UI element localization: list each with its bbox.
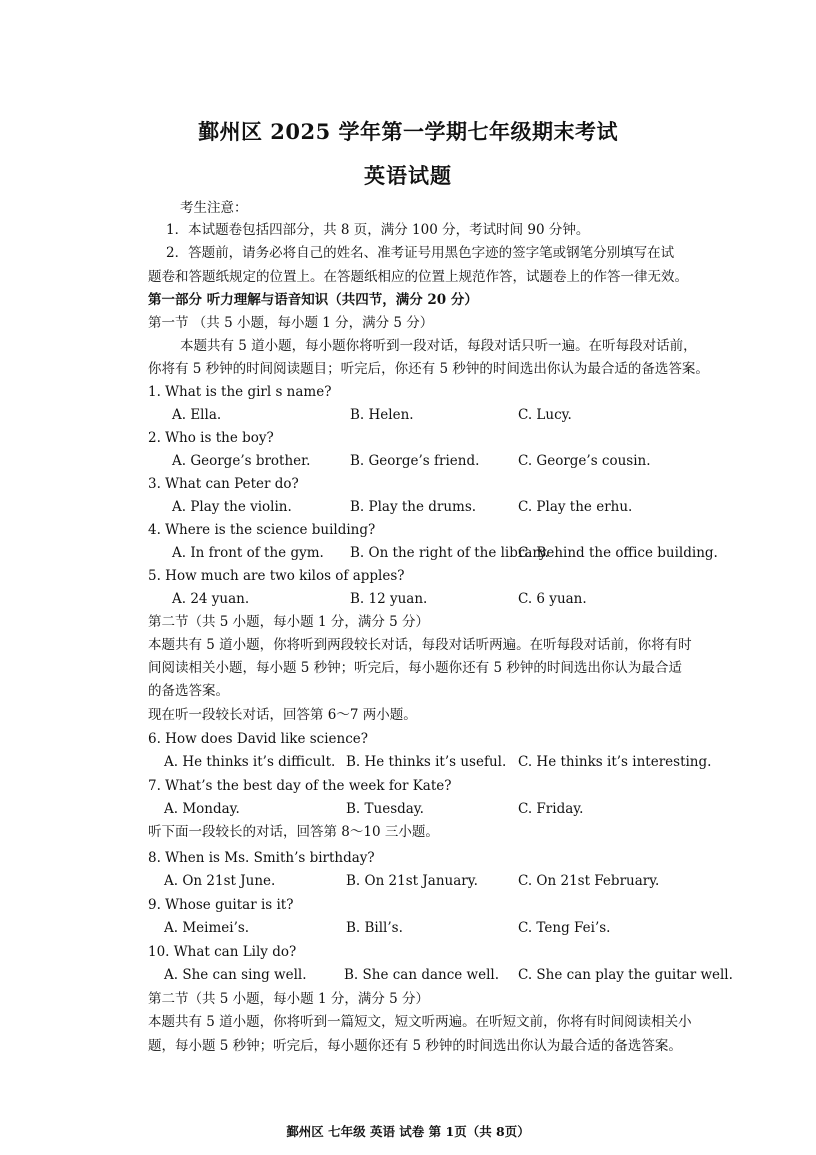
q6-option-c: C. He thinks it’s interesting. <box>518 754 712 770</box>
q8-option-c: C. On 21st February. <box>518 873 660 889</box>
section1-heading: 第一节 （共 5 小题，每小题 1 分，满分 5 分） <box>148 315 434 331</box>
question-8: 8. When is Ms. Smith’s birthday? <box>148 850 375 866</box>
section3-instr-1: 本题共有 5 道小题，你将听到一篇短文，短文听两遍。在听短文前，你将有时间阅读相关小 <box>148 1014 692 1030</box>
q8-option-a: A. On 21st June. <box>164 873 276 889</box>
question-1: 1. What is the girl s name? <box>148 384 332 400</box>
q10-option-b: B. She can dance well. <box>344 967 500 983</box>
q5-option-a: A. 24 yuan. <box>172 591 250 607</box>
section2-lead-1: 现在听一段较长对话，回答第 6～7 两小题。 <box>148 707 417 723</box>
section2-instr-3: 的备选答案。 <box>148 683 229 699</box>
q9-option-a: A. Meimei’s. <box>164 920 250 936</box>
q7-option-a: A. Monday. <box>164 801 240 817</box>
q3-option-c: C. Play the erhu. <box>518 499 633 515</box>
q4-option-a: A. In front of the gym. <box>172 545 324 561</box>
q2-option-b: B. George’s friend. <box>350 453 480 469</box>
q1-option-a: A. Ella. <box>172 407 222 423</box>
q7-option-b: B. Tuesday. <box>346 801 424 817</box>
question-10: 10. What can Lily do? <box>148 944 297 960</box>
q6-option-b: B. He thinks it’s useful. <box>346 754 507 770</box>
question-4: 4. Where is the science building? <box>148 522 376 538</box>
q9-option-c: C. Teng Fei’s. <box>518 920 611 936</box>
q5-option-c: C. 6 yuan. <box>518 591 587 607</box>
q3-option-b: B. Play the drums. <box>350 499 477 515</box>
section1-instr-1: 本题共有 5 道小题，每小题你将听到一段对话，每段对话只听一遍。在听每段对话前， <box>180 338 697 354</box>
q4-option-b: B. On the right of the library. <box>350 545 549 561</box>
part1-heading: 第一部分 听力理解与语音知识（共四节，满分 20 分） <box>148 292 478 308</box>
notice-item-2a: 2．答题前，请务必将自己的姓名、准考证号用黑色字迹的签字笔或钢笔分别填写在试 <box>166 245 675 261</box>
q2-option-c: C. George’s cousin. <box>518 453 651 469</box>
section3-instr-2: 题，每小题 5 秒钟；听完后，每小题你还有 5 秒钟的时间选出你认为最合适的备选答案。 <box>148 1038 682 1054</box>
question-6: 6. How does David like science? <box>148 731 369 747</box>
question-7: 7. What’s the best day of the week for Kate? <box>148 778 452 794</box>
section3-heading: 第二节（共 5 小题，每小题 1 分，满分 5 分） <box>148 991 430 1007</box>
notice-item-1: 1．本试题卷包括四部分，共 8 页，满分 100 分，考试时间 90 分钟。 <box>166 222 590 238</box>
q10-option-c: C. She can play the guitar well. <box>518 967 733 983</box>
exam-title: 鄞州区 2025 学年第一学期七年级期末考试 <box>197 119 619 144</box>
q1-option-c: C. Lucy. <box>518 407 572 423</box>
section1-instr-2: 你将有 5 秒钟的时间阅读题目；听完后，你还有 5 秒钟的时间选出你认为最合适的备选答案。 <box>148 361 709 377</box>
q4-option-c: C. Behind the office building. <box>518 545 718 561</box>
section2-instr-1: 本题共有 5 道小题，你将听到两段较长对话，每段对话听两遍。在听每段对话前，你将有时 <box>148 637 692 653</box>
q8-option-b: B. On 21st January. <box>346 873 478 889</box>
question-3: 3. What can Peter do? <box>148 476 299 492</box>
exam-subtitle: 英语试题 <box>364 163 452 188</box>
q3-option-a: A. Play the violin. <box>172 499 292 515</box>
section2-lead-2: 听下面一段较长的对话，回答第 8～10 三小题。 <box>148 824 439 840</box>
section2-heading: 第二节（共 5 小题，每小题 1 分，满分 5 分） <box>148 614 430 630</box>
notice-item-2b: 题卷和答题纸规定的位置上。在答题纸相应的位置上规范作答，试题卷上的作答一律无效。 <box>148 269 688 285</box>
page-footer: 鄞州区 七年级 英语 试卷 第 1页（共 8页） <box>286 1124 530 1139</box>
notice-heading: 考生注意： <box>180 200 248 216</box>
question-2: 2. Who is the boy? <box>148 430 274 446</box>
q1-option-b: B. Helen. <box>350 407 414 423</box>
q6-option-a: A. He thinks it’s difficult. <box>164 754 336 770</box>
q10-option-a: A. She can sing well. <box>164 967 307 983</box>
section2-instr-2: 间阅读相关小题，每小题 5 秒钟；听完后，每小题你还有 5 秒钟的时间选出你认为最合适 <box>148 660 682 676</box>
question-9: 9. Whose guitar is it? <box>148 897 294 913</box>
q2-option-a: A. George’s brother. <box>172 453 311 469</box>
q7-option-c: C. Friday. <box>518 801 584 817</box>
question-5: 5. How much are two kilos of apples? <box>148 568 405 584</box>
q9-option-b: B. Bill’s. <box>346 920 403 936</box>
q5-option-b: B. 12 yuan. <box>350 591 428 607</box>
